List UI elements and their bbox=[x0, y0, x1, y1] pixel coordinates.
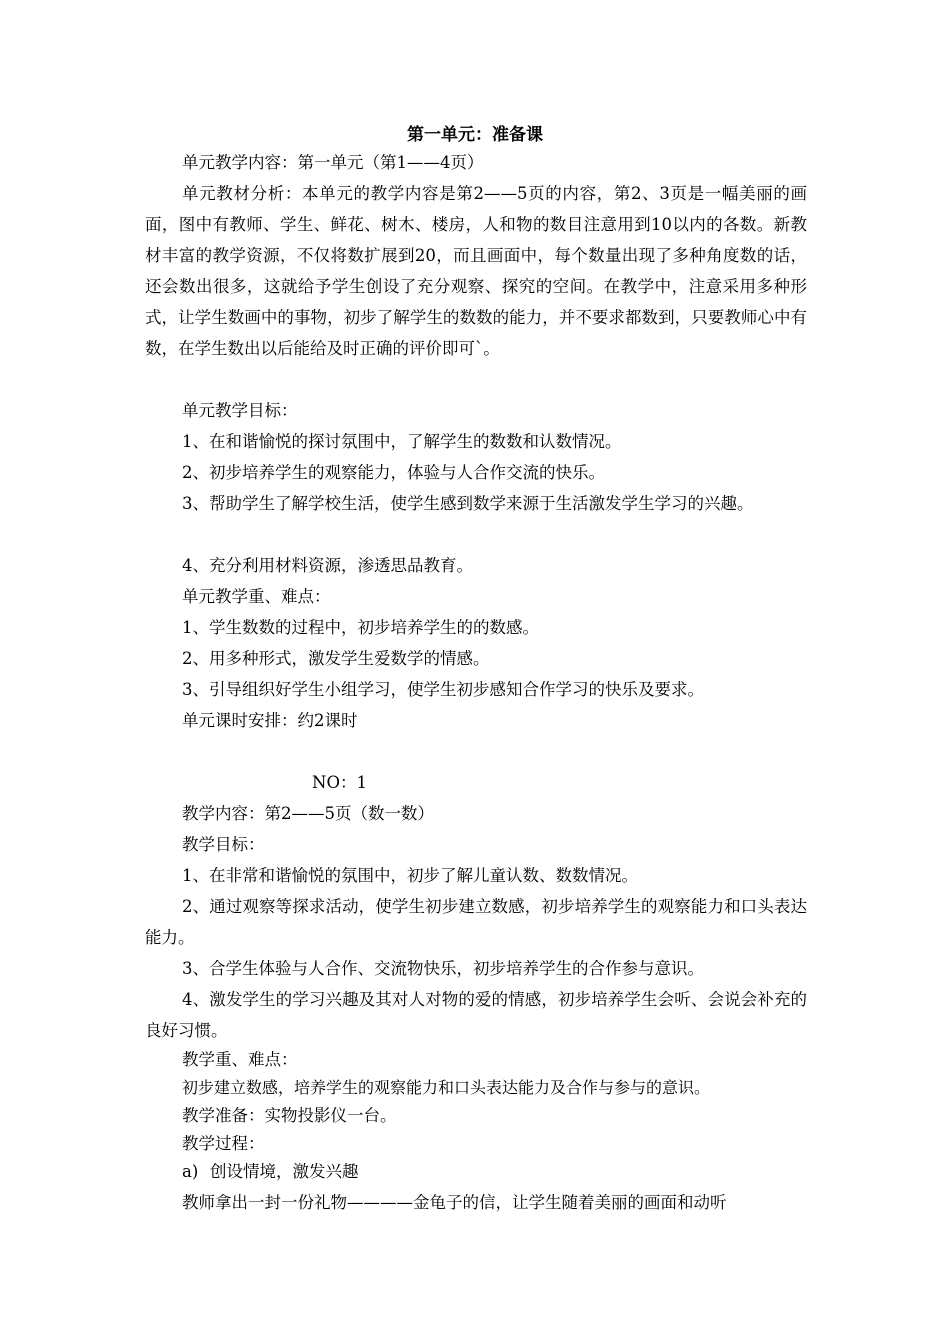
unit-goals-heading: 单元教学目标： bbox=[182, 401, 298, 420]
lesson-key-heading: 教学重、难点： bbox=[182, 1050, 298, 1069]
unit-goal-item: 3、帮助学生了解学校生活，使学生感到数学来源于生活激发学生学习的兴趣。 bbox=[182, 494, 754, 513]
page-title: 第一单元：准备课 bbox=[407, 125, 543, 145]
lesson-goal-item: 2、通过观察等探求活动，使学生初步建立数感，初步培养学生的观察能力和口头表达能力。 bbox=[145, 897, 807, 947]
unit-key-heading: 单元教学重、难点： bbox=[182, 587, 331, 606]
process-step bbox=[182, 1156, 359, 1187]
lesson-process-heading: 教学过程： bbox=[182, 1134, 265, 1153]
lesson-content: 教学内容：第2——5页（数一数） bbox=[182, 804, 434, 823]
unit-key-item: 3、引导组织好学生小组学习，使学生初步感知合作学习的快乐及要求。 bbox=[182, 680, 704, 699]
process-text: 教师拿出一封一份礼物————金龟子的信，让学生随着美丽的画面和动听 bbox=[182, 1193, 727, 1212]
lesson-goals-heading: 教学目标： bbox=[182, 835, 265, 854]
process-step-marker: a) bbox=[182, 1162, 199, 1181]
lesson-goal-item: 4、激发学生的学习兴趣及其对人对物的爱的情感，初步培养学生会听、会说会补充的良好习惯。 bbox=[145, 990, 807, 1040]
process-step-label: 创设情境，激发兴趣 bbox=[210, 1162, 359, 1181]
lesson-key: 初步建立数感，培养学生的观察能力和口头表达能力及合作与参与的意识。 bbox=[182, 1078, 711, 1097]
unit-content: 单元教学内容：第一单元（第1——4页） bbox=[182, 153, 484, 172]
lesson-prep: 教学准备：实物投影仪一台。 bbox=[182, 1106, 397, 1125]
unit-key-item: 2、用多种形式，激发学生爱数学的情感。 bbox=[182, 649, 490, 668]
unit-goal-item: 4、充分利用材料资源，渗透思品教育。 bbox=[182, 556, 473, 575]
unit-schedule: 单元课时安排：约2课时 bbox=[182, 711, 358, 730]
unit-analysis: 单元教材分析：本单元的教学内容是第2——5页的内容，第2、3页是一幅美丽的画面，图中有教师、学生、鲜花、树木、楼房，人和物的数目注意用到10以内的各数。新教材丰富的教学资源，不仅将数扩展到20，而且画面中，每个数量出现了多种角度数的话，还会数出很多，这就给予学生创设了充分观察、探究的空间。在教学中，注意采用多种形式，让学生数画中的事物，初步了解学生的数数的能力，并不要求都数到，只要教师心中有数，在学生数出以后能给及时正确的评价即可`。 bbox=[145, 184, 807, 358]
unit-key-item: 1、学生数数的过程中，初步培养学生的的数感。 bbox=[182, 618, 539, 637]
unit-goal-item: 1、在和谐愉悦的探讨氛围中，了解学生的数数和认数情况。 bbox=[182, 432, 622, 451]
unit-goal-item: 2、初步培养学生的观察能力，体验与人合作交流的快乐。 bbox=[182, 463, 605, 482]
lesson-goal-item: 1、在非常和谐愉悦的氛围中，初步了解儿童认数、数数情况。 bbox=[182, 866, 638, 885]
lesson-goal-item: 3、合学生体验与人合作、交流物快乐，初步培养学生的合作参与意识。 bbox=[182, 959, 704, 978]
lesson-number: NO：1 bbox=[312, 773, 367, 792]
